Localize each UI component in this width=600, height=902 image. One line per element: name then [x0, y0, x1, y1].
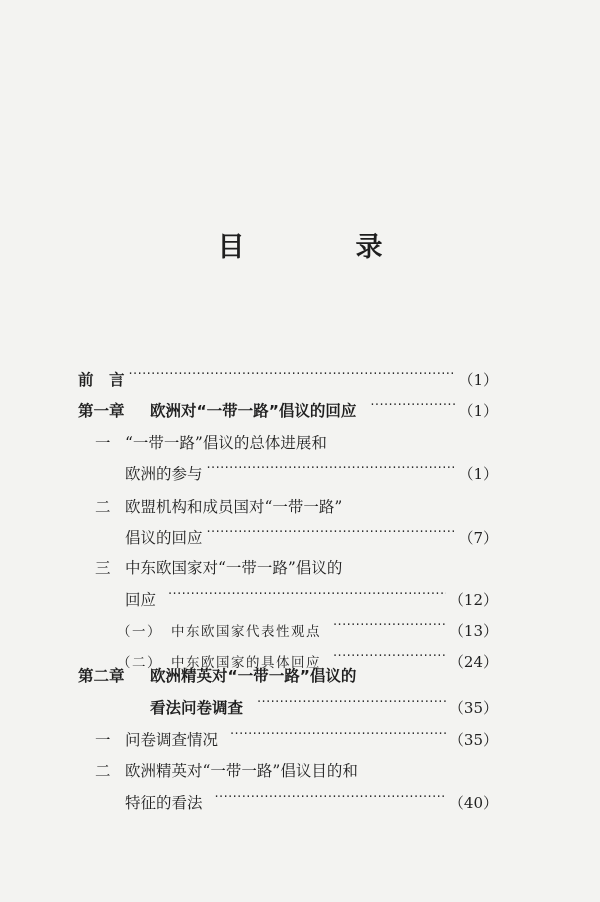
dot-leader: [230, 732, 446, 746]
toc-entry-section-1-3[interactable]: [95, 550, 498, 584]
toc-entry-label: 中东欧国家对“一带一路”倡议的: [125, 559, 343, 577]
toc-entry-label: 欧洲对“一带一路”倡议的回应: [150, 402, 357, 420]
toc-entry-section-1-1[interactable]: [95, 425, 498, 459]
section-number: 一: [95, 434, 111, 452]
toc-entry-label: 欧洲的参与: [125, 465, 203, 483]
toc-entry-label: 欧洲精英对“一带一路”倡议目的和: [125, 762, 358, 780]
toc-entry-section-2-1[interactable]: [95, 722, 498, 756]
toc-entry-label: 回应: [125, 591, 157, 609]
toc-entry-section-1-3-cont[interactable]: [125, 582, 498, 616]
toc-entry-label: 看法问卷调查: [150, 699, 244, 717]
toc-page-number: （12）: [448, 590, 498, 609]
toc-entry-section-2-2[interactable]: [95, 753, 498, 787]
toc-entry-section-1-2[interactable]: [95, 489, 498, 523]
section-number: 二: [95, 762, 111, 780]
toc-page-number: （24）: [448, 652, 498, 671]
toc-entry-section-1-2-cont[interactable]: [125, 520, 498, 554]
toc-entry-section-1-1-cont[interactable]: [125, 456, 498, 490]
dot-leader: [207, 466, 456, 480]
toc-page-number: （40）: [448, 793, 498, 812]
dot-leader: [168, 592, 446, 606]
toc-page-number: （1）: [458, 401, 498, 420]
dot-leader: [257, 700, 446, 714]
chapter-number: 第一章: [78, 402, 125, 420]
toc-entry-label: 欧盟机构和成员国对“一带一路”: [125, 498, 343, 516]
toc-page-number: （1）: [458, 464, 498, 483]
dot-leader: [207, 530, 456, 544]
toc-entry-chapter-2-title[interactable]: [78, 658, 498, 692]
toc-page-number: （1）: [458, 370, 498, 389]
section-number: 一: [95, 731, 111, 749]
dot-leader: [333, 623, 446, 637]
toc-entry-label: 中东欧国家的具体回应: [171, 655, 321, 671]
dot-leader: [370, 403, 455, 417]
subsection-number: （一）: [117, 624, 162, 640]
chapter-number: 第二章: [78, 667, 125, 685]
toc-entry-label: “一带一路”倡议的总体进展和: [125, 434, 327, 452]
toc-entry-label: 倡议的回应: [125, 529, 203, 547]
toc-entry-label: 中东欧国家代表性观点: [171, 624, 321, 640]
toc-page-number: （7）: [458, 528, 498, 547]
toc-page-number: （35）: [448, 698, 498, 717]
toc-entry-chapter-2-cont[interactable]: [150, 690, 498, 724]
page-title: 目 录: [217, 232, 425, 263]
subsection-number: （二）: [117, 655, 162, 671]
toc-entry-label: 欧洲精英对“一带一路”倡议的: [150, 667, 357, 685]
section-number: 二: [95, 498, 111, 516]
toc-entry-label: 问卷调查情况: [125, 731, 219, 749]
section-number: 三: [95, 559, 111, 577]
toc-entry-label: 特征的看法: [125, 794, 203, 812]
dot-leader: [215, 795, 446, 809]
toc-entry-section-2-2-cont[interactable]: [125, 785, 498, 819]
toc-entry-label: 前 言: [78, 371, 125, 389]
dot-leader: [129, 372, 456, 386]
toc-page-number: （13）: [448, 621, 498, 640]
toc-entry-preface[interactable]: [78, 362, 498, 396]
toc-entry-subsection-1-3-1[interactable]: [117, 613, 498, 647]
toc-page-number: （35）: [448, 730, 498, 749]
toc-entry-chapter-1[interactable]: [78, 393, 498, 427]
